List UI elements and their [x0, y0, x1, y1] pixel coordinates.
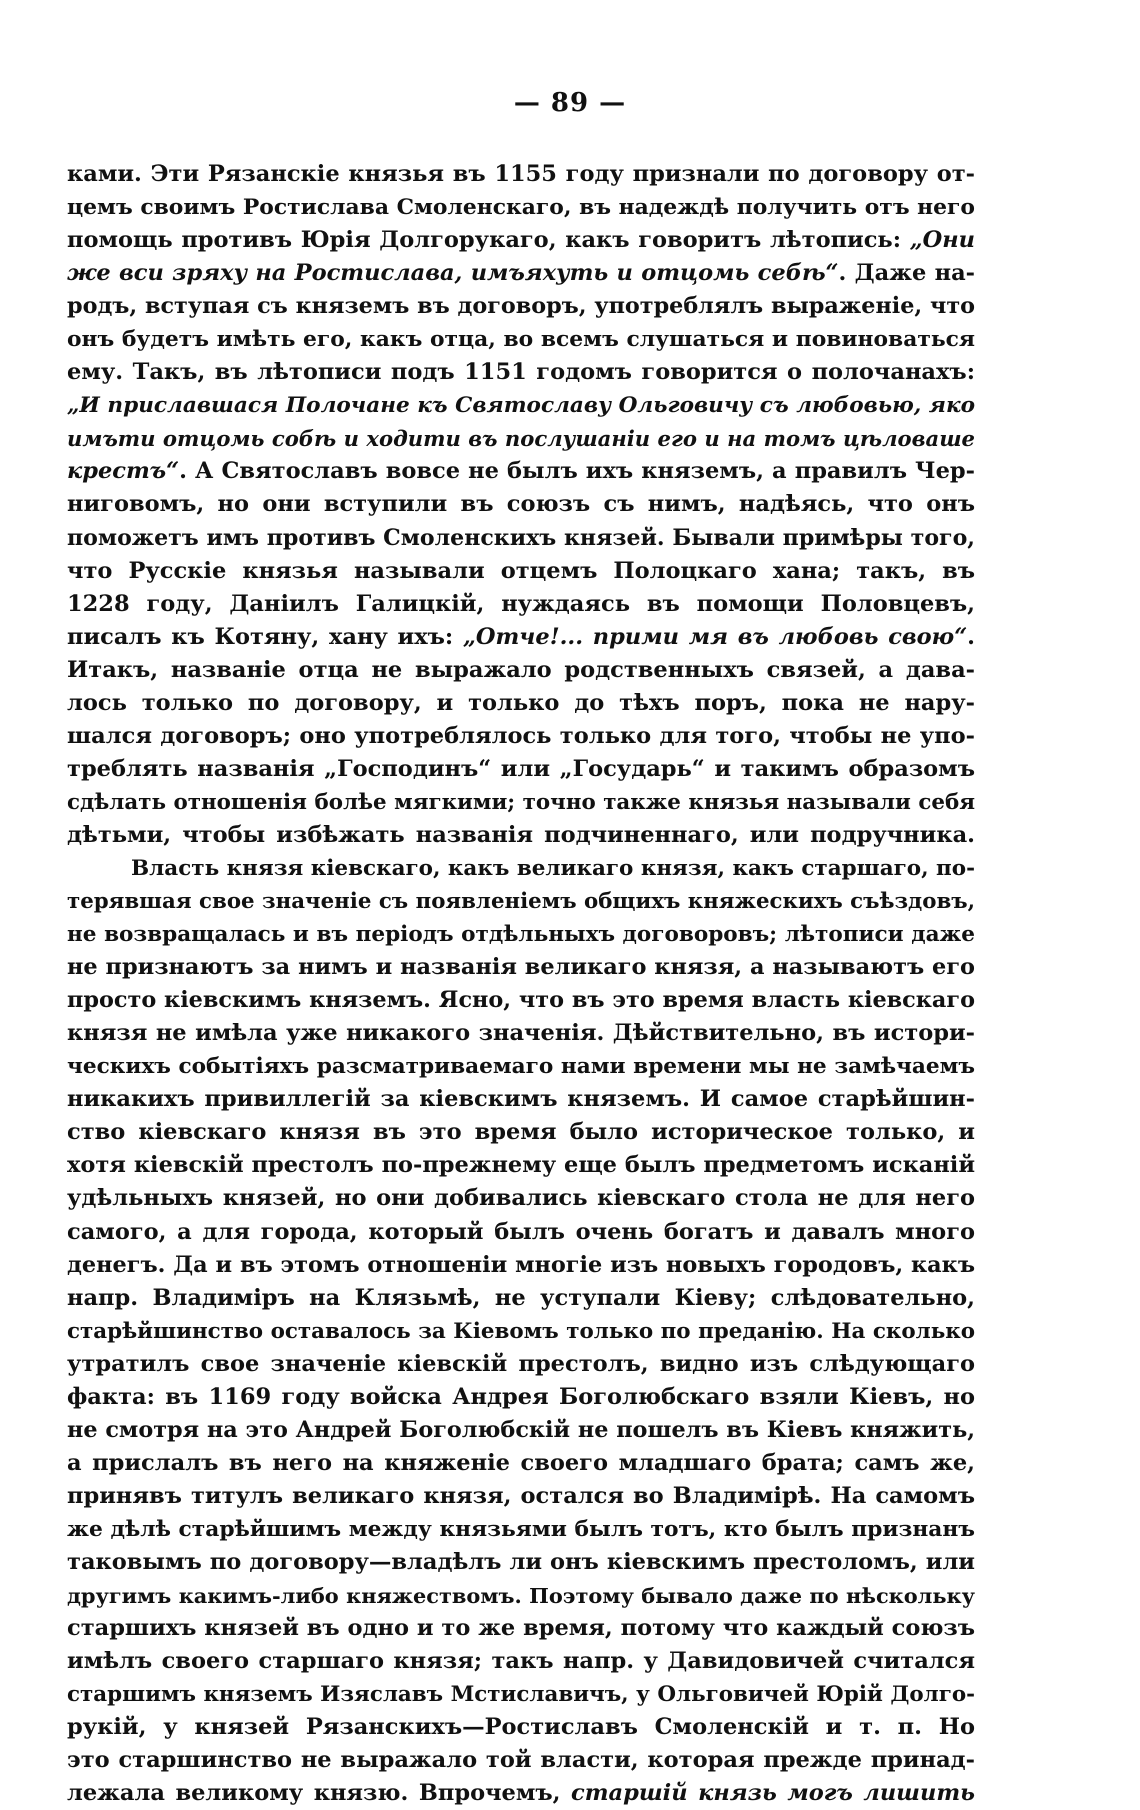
text-line [67, 1744, 975, 1777]
text-line [67, 1282, 975, 1315]
text-line [67, 984, 975, 1017]
line-text: утратилъ свое значеніе кіевскій престолъ, видно изъ слѣдующаго [67, 1350, 975, 1377]
text-line [67, 1480, 975, 1513]
text-line [67, 224, 975, 257]
line-text: поможетъ имъ противъ Смоленскихъ князей. Бывали примѣры того, [67, 524, 975, 551]
line-text: князя не имѣла уже никакого значенія. Дѣйствительно, въ истори- [67, 1020, 975, 1047]
line-text: . Даже на- [838, 260, 975, 287]
line-text: помощь противъ Юрія Долгорукаго, какъ говоритъ лѣтопись: [67, 227, 910, 254]
text-line [67, 819, 975, 852]
line-text: денегъ. Да и въ этомъ отношеніи многіе изъ новыхъ городовъ, какъ [67, 1251, 975, 1278]
text-line [67, 687, 975, 720]
text-line [67, 488, 975, 521]
line-text: писалъ къ Котяну, хану ихъ: [67, 623, 463, 650]
text-line [67, 654, 975, 687]
line-text: сдѣлать отношенія болѣе мягкими; точно также князья называли себя [67, 789, 975, 815]
text-line [67, 1381, 975, 1414]
line-text: ниговомъ, но они вступили въ союзъ съ нимъ, надѣясь, что онъ [67, 491, 975, 518]
text-line [67, 885, 975, 918]
text-line [67, 356, 975, 389]
text-line [67, 1513, 975, 1546]
italic-quote-text: крестъ“ [67, 458, 180, 485]
text-line [67, 1645, 975, 1678]
line-text: родъ, вступая съ княземъ въ договоръ, употреблялъ выраженіе, что [67, 293, 975, 320]
line-text: лежала великому князю. Впрочемъ, [67, 1780, 572, 1807]
text-line [67, 1711, 975, 1744]
text-line [67, 1116, 975, 1149]
line-text: лось только по договору, и только до тѣхъ поръ, пока не нару- [67, 689, 975, 716]
line-text: никакихъ привиллегій за кіевскимъ княземъ. И самое старѣйшин- [67, 1086, 975, 1113]
text-line [67, 786, 975, 819]
line-text: старшимъ княземъ Изяславъ Мстиславичъ, у Ольговичей Юрій Долго- [67, 1682, 975, 1708]
text-line [67, 1447, 975, 1480]
italic-quote-text: „Отче!... прими мя въ любовь свою“ [462, 623, 968, 650]
line-text: онъ будетъ имѣть его, какъ отца, во всемъ слушаться и повиноваться [67, 327, 975, 353]
line-text: 1228 году, Даніилъ Галицкій, нуждаясь въ помощи Половцевъ, [67, 590, 975, 617]
italic-quote-text: старшій князь могъ лишить [571, 1780, 975, 1807]
line-text: цемъ своимъ Ростислава Смоленскаго, въ надеждѣ получить отъ него [67, 195, 975, 221]
line-text: рукій, у князей Рязанскихъ—Ростиславъ Смоленскій и т. п. Но [67, 1714, 975, 1741]
line-text: ческихъ событіяхъ разсматриваемаго нами времени мы не замѣчаемъ [67, 1054, 975, 1080]
text-line [67, 720, 975, 753]
text-line [67, 389, 975, 422]
line-text: же дѣлѣ старѣйшимъ между князьями былъ тотъ, кто былъ признанъ [67, 1516, 975, 1542]
text-line [67, 852, 975, 885]
page-number: — 89 — [513, 88, 627, 118]
text-line [67, 1546, 975, 1579]
text-line [67, 1315, 975, 1348]
text-line [67, 158, 975, 191]
text-line [67, 1579, 975, 1612]
line-text: другимъ какимъ-либо княжествомъ. Поэтому бывало даже по нѣскольку [67, 1583, 975, 1609]
text-line [67, 1777, 975, 1810]
line-text: таковымъ по договору—владѣлъ ли онъ кіевскимъ престоломъ, или [67, 1548, 975, 1575]
text-line [67, 1149, 975, 1182]
italic-quote-text: имъти отцомь собѣ и ходити въ послушаніи его и на томъ цѣловаше [67, 426, 975, 452]
text-line [67, 1414, 975, 1447]
text-line [67, 918, 975, 951]
text-line [67, 1348, 975, 1381]
line-text: Власть князя кіевскаго, какъ великаго князя, какъ старшаго, по- [131, 855, 975, 881]
text-line [67, 1083, 975, 1116]
line-text: ему. Такъ, въ лѣтописи подъ 1151 годомъ говорится о полочанахъ: [67, 359, 975, 386]
line-text: шался договоръ; оно употреблялось только для того, чтобы не упо- [67, 722, 975, 749]
text-line [67, 422, 975, 455]
line-text: ство кіевскаго князя въ это время было историческое только, и [67, 1119, 975, 1146]
text-line [67, 555, 975, 588]
text-line [67, 1612, 975, 1645]
text-line [67, 1678, 975, 1711]
line-text: не возвращалась и въ періодъ отдѣльныхъ договоровъ; лѣтописи даже [67, 922, 975, 948]
line-text: хотя кіевскій престолъ по-прежнему еще былъ предметомъ исканій [67, 1152, 975, 1179]
text-line [67, 1050, 975, 1083]
line-text: не смотря на это Андрей Боголюбскій не пошелъ въ Кіевъ княжить, [67, 1416, 975, 1443]
text-line [67, 1182, 975, 1215]
text-line [67, 257, 975, 290]
line-text: старѣйшинство оставалось за Кіевомъ только по преданію. На сколько [67, 1318, 975, 1344]
line-text: терявшая свое значеніе съ появленіемъ общихъ княжескихъ съѣздовъ, [67, 889, 975, 915]
line-text: самого, а для города, который былъ очень богатъ и давалъ много [67, 1218, 975, 1245]
line-text: дѣтьми, чтобы избѣжать названія подчиненнаго, или подручника. [67, 821, 975, 848]
text-line [67, 588, 975, 621]
text-line [67, 1017, 975, 1050]
text-line [67, 621, 975, 654]
line-text: ками. Эти Рязанскіе князья въ 1155 году признали по договору от- [67, 161, 975, 187]
line-text: . А Святославъ вовсе не былъ ихъ княземъ, а правилъ Чер- [179, 458, 975, 485]
line-text: имѣлъ своего старшаго князя; такъ напр. у Давидовичей считался [67, 1648, 975, 1675]
text-line [67, 951, 975, 984]
line-text: напр. Владиміръ на Клязьмѣ, не уступали Кіеву; слѣдовательно, [67, 1284, 975, 1311]
line-text: не признаютъ за нимъ и названія великаго князя, а называютъ его [67, 954, 975, 981]
italic-quote-text: же вси зряху на Ростислава, имъяхуть и отцомь себѣ“ [67, 260, 839, 287]
text-line [67, 753, 975, 786]
text-line [67, 323, 975, 356]
line-text: принявъ титулъ великаго князя, остался во Владимірѣ. На самомъ [67, 1482, 975, 1509]
line-text: факта: въ 1169 году войска Андрея Боголюбскаго взяли Кіевъ, но [67, 1383, 975, 1410]
line-text: просто кіевскимъ княземъ. Ясно, что въ это время власть кіевскаго [67, 987, 975, 1014]
text-line [67, 290, 975, 323]
text-line [67, 455, 975, 488]
italic-quote-text: „И приславшася Полочане къ Святославу Ольговичу съ любовью, яко [67, 393, 975, 419]
line-text: Итакъ, названіе отца не выражало родственныхъ связей, а дава- [67, 656, 975, 683]
line-text: . [967, 623, 975, 650]
text-line [67, 1216, 975, 1249]
line-text: это старшинство не выражало той власти, которая прежде принад- [67, 1747, 975, 1774]
line-text: удѣльныхъ князей, но они добивались кіевскаго стола не для него [67, 1185, 975, 1212]
line-text: треблять названія „Господинъ“ или „Государь“ и такимъ образомъ [67, 755, 975, 782]
line-text: что Русскіе князья называли отцемъ Полоцкаго хана; такъ, въ [67, 557, 975, 584]
line-text: старшихъ князей въ одно и то же время, потому что каждый союзъ [67, 1615, 975, 1642]
line-text: а прислалъ въ него на княженіе своего младшаго брата; самъ же, [67, 1449, 975, 1476]
text-line [67, 1249, 975, 1282]
text-line [67, 522, 975, 555]
text-line [67, 191, 975, 224]
italic-quote-text: „Они [909, 227, 975, 254]
body-text [67, 158, 975, 1810]
